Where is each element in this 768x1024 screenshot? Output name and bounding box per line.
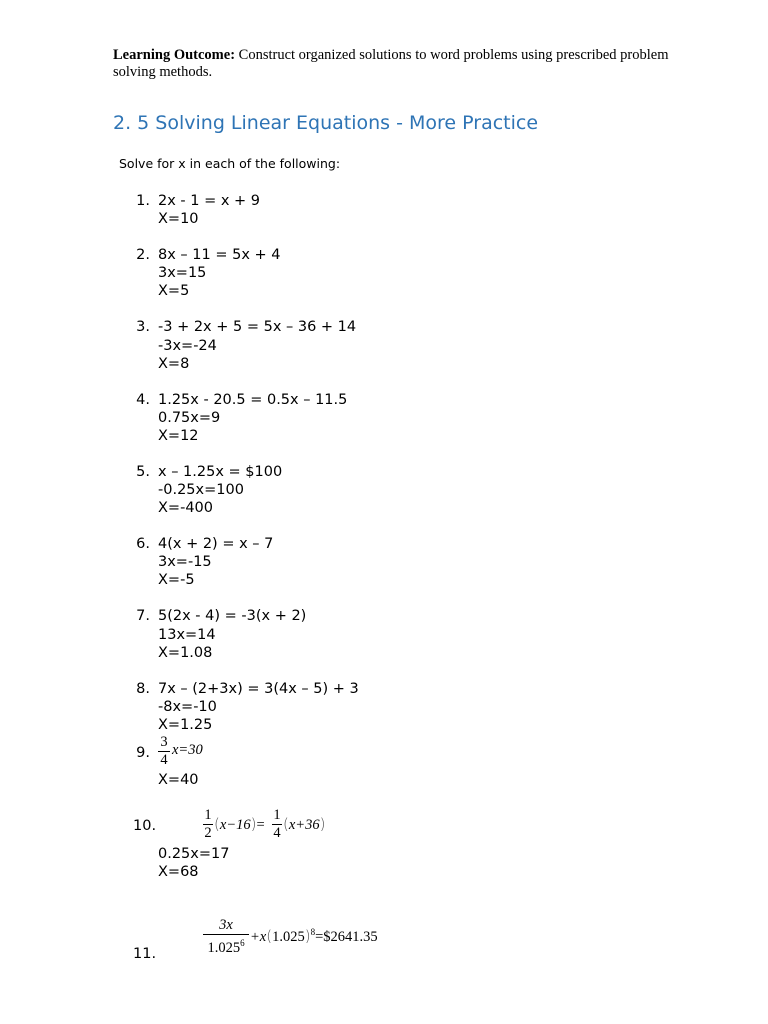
denominator-exponent: 6	[240, 938, 245, 948]
problem-equation: 2x - 1 = x + 9	[158, 193, 261, 209]
problem-step: X=40	[158, 772, 199, 788]
fraction-numerator: 3x	[219, 917, 233, 933]
fraction-denominator: 4	[273, 825, 281, 841]
fraction-bar	[203, 934, 249, 935]
growth-exponent: 8	[310, 927, 316, 937]
page-title: 2. 5 Solving Linear Equations - More Practice	[113, 112, 539, 134]
problem-step: 0.25x=17	[158, 846, 230, 862]
problem-step: 13x=14	[158, 627, 216, 643]
problem-equation: 1.25x - 20.5 = 0.5x – 11.5	[158, 392, 348, 408]
problem-step: X=10	[158, 211, 199, 227]
problem-number: 6.	[136, 536, 150, 552]
fraction	[272, 808, 282, 841]
fraction-denominator: 4	[160, 752, 168, 768]
problem-number: 9.	[136, 745, 150, 761]
learning-outcome-text: Construct organized solutions to word problems using prescribed problem solving methods.	[113, 47, 669, 80]
problem-equation: 7x – (2+3x) = 3(4x – 5) + 3	[158, 681, 359, 697]
problem-step: X=8	[158, 356, 190, 372]
problem-number: 4.	[136, 392, 150, 408]
problem-equation: x – 1.25x = $100	[158, 464, 283, 480]
learning-outcome	[113, 47, 713, 81]
fraction-numerator: 3	[160, 734, 168, 750]
learning-outcome-label: Learning Outcome:	[113, 47, 236, 63]
problem-number: 2.	[136, 247, 150, 263]
problem-step: X=1.25	[158, 717, 213, 733]
denominator-base: 1.025	[207, 940, 241, 956]
problem-step: X=-5	[158, 572, 195, 588]
parenthetical-term: x+36	[288, 817, 320, 833]
problem-number: 11.	[133, 946, 157, 962]
equation-body: (x−16)=	[214, 815, 265, 833]
problem-equation: 8x – 11 = 5x + 4	[158, 247, 281, 263]
plus-x-term: +x	[250, 929, 267, 945]
problem-number: 8.	[136, 681, 150, 697]
fraction	[203, 918, 249, 956]
equation-body: $+x(1.025)^8=\$2641.35$	[250, 927, 378, 945]
fraction	[158, 735, 170, 768]
problem-step: -0.25x=100	[158, 482, 244, 498]
problem-step: X=68	[158, 864, 199, 880]
equation-body: (x+36)	[283, 815, 326, 833]
fraction-numerator: 1	[273, 807, 281, 823]
problem-step: X=5	[158, 283, 190, 299]
problem-number: 10.	[133, 818, 157, 834]
parenthetical-term: x−16	[219, 817, 251, 833]
problem-step: 3x=15	[158, 265, 207, 281]
problem-step: X=1.08	[158, 645, 213, 661]
problem-step: X=-400	[158, 500, 213, 516]
problem-step: X=12	[158, 428, 199, 444]
problem-equation: -3 + 2x + 5 = 5x – 36 + 14	[158, 319, 357, 335]
fraction-denominator	[203, 936, 249, 956]
fraction	[203, 808, 213, 841]
problem-equation: 4(x + 2) = x – 7	[158, 536, 274, 552]
problem-step: 3x=-15	[158, 554, 212, 570]
problem-step: -3x=-24	[158, 338, 217, 354]
fraction-numerator: 1	[204, 807, 212, 823]
problem-number: 5.	[136, 464, 150, 480]
equals-sign: =	[256, 817, 265, 833]
problem-number: 3.	[136, 319, 150, 335]
problem-step: -8x=-10	[158, 699, 217, 715]
problem-number: 7.	[136, 608, 150, 624]
instruction-text: Solve for x in each of the following:	[119, 156, 341, 171]
equation-result: =$2641.35	[315, 929, 378, 945]
problem-equation: 5(2x - 4) = -3(x + 2)	[158, 608, 307, 624]
problem-number: 1.	[136, 193, 150, 209]
growth-base: 1.025	[272, 929, 305, 945]
problem-step: 0.75x=9	[158, 410, 221, 426]
fraction-denominator: 2	[204, 825, 212, 841]
equation-tail: x=30	[172, 742, 203, 758]
